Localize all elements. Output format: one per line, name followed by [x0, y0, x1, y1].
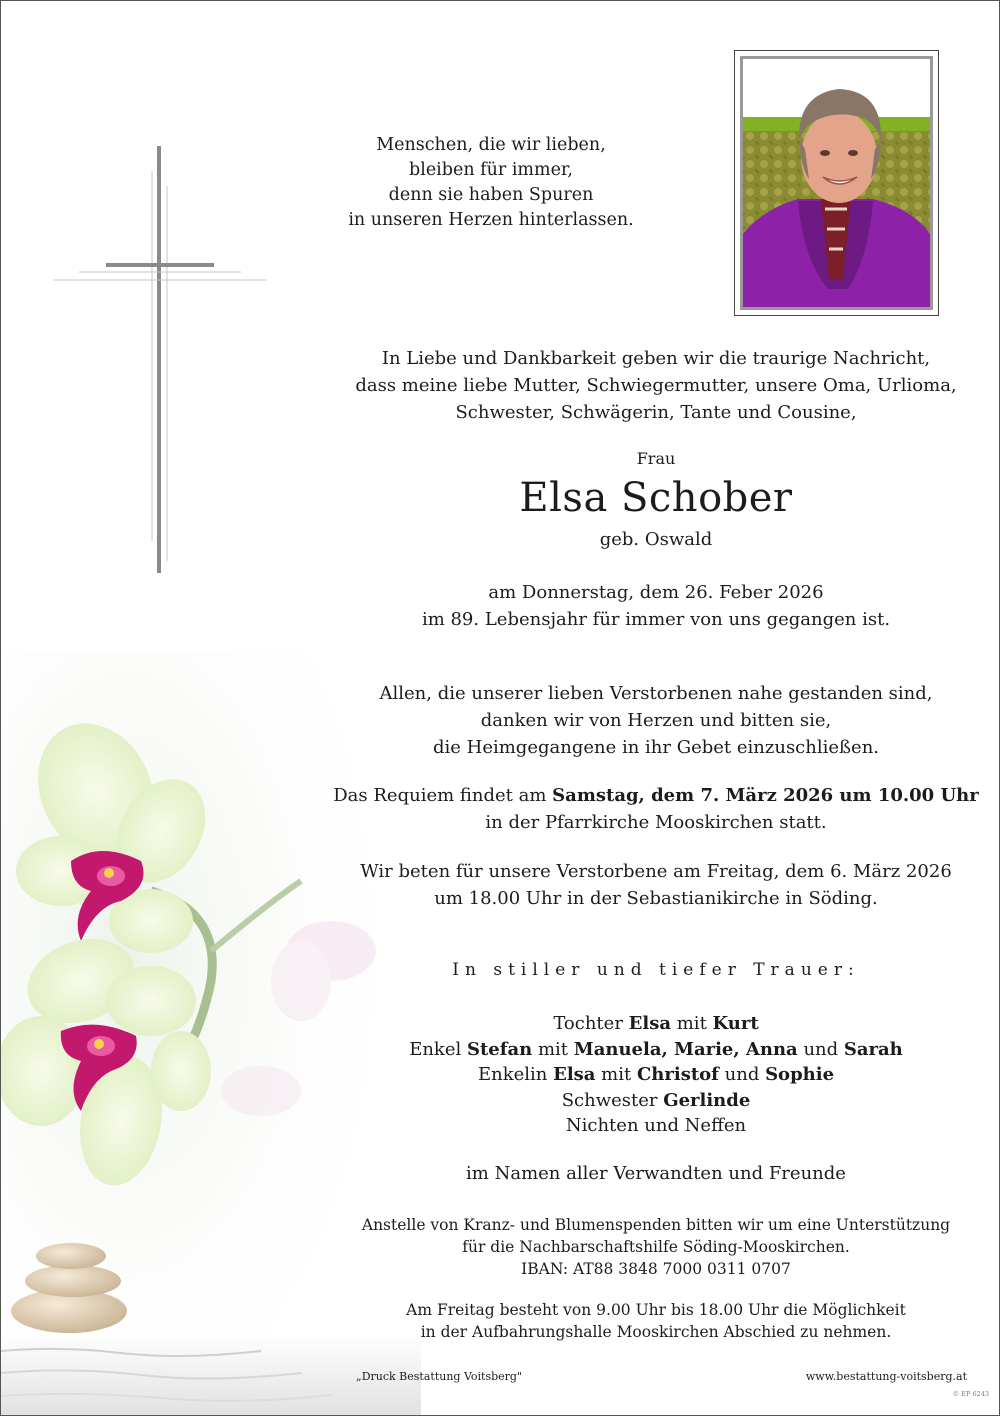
portrait-image — [743, 59, 930, 307]
cross-icon — [51, 141, 271, 581]
viewing-line: in der Aufbahrungshalle Mooskirchen Abschied zu nehmen. — [420, 1323, 892, 1341]
prayer-line: Wir beten für unsere Verstorbene am Freitag, dem 6. März 2026 — [360, 861, 952, 882]
poem-line: bleiben für immer, — [409, 160, 573, 180]
salutation: Frau — [636, 449, 676, 468]
website-link[interactable]: www.bestattung-voitsberg.at — [805, 1370, 967, 1383]
thanks-line: Allen, die unserer lieben Verstorbenen nahe gestanden sind, — [379, 683, 933, 704]
family-relation: Enkel — [409, 1038, 467, 1060]
donation-line: Anstelle von Kranz- und Blumenspenden bitten wir um eine Unterstützung — [361, 1216, 951, 1234]
mourning-title: In stiller und tiefer Trauer: — [452, 960, 860, 980]
family-relation: mit — [595, 1064, 637, 1085]
donation-line: für die Nachbarschaftshilfe Söding-Mooskirchen. — [462, 1238, 850, 1256]
intro-line: dass meine liebe Mutter, Schwiegermutter, unsere Oma, Urlioma, — [355, 375, 957, 396]
death-line: am Donnerstag, dem 26. Feber 2026 — [488, 582, 824, 603]
requiem-info — [331, 782, 981, 836]
relatives-line: im Namen aller Verwandten und Freunde — [466, 1163, 846, 1184]
family-relation: und — [797, 1038, 844, 1060]
family-name: Stefan — [466, 1038, 533, 1060]
poem-line: Menschen, die wir lieben, — [376, 135, 606, 155]
iban-line: IBAN: AT88 3848 7000 0311 0707 — [521, 1260, 791, 1278]
prayer-line: um 18.00 Uhr in der Sebastianikirche in Söding. — [434, 888, 878, 909]
intro-line: Schwester, Schwägerin, Tante und Cousine, — [455, 402, 857, 423]
death-line: im 89. Lebensjahr für immer von uns gegangen ist. — [421, 609, 891, 630]
prayer-info — [331, 858, 981, 912]
death-notice — [351, 579, 961, 633]
family-name: Kurt — [712, 1013, 759, 1034]
poem — [331, 133, 651, 233]
family-relation: und — [718, 1064, 766, 1085]
maiden-name: geb. Oswald — [599, 529, 713, 550]
family-relation: Tochter — [553, 1013, 629, 1034]
poem-line: in unseren Herzen hinterlassen. — [348, 210, 634, 230]
family-member-line — [331, 1088, 981, 1114]
family-relation: Enkelin — [477, 1064, 554, 1085]
deceased-name: Elsa Schober — [519, 475, 793, 521]
family-name: Sarah — [843, 1038, 903, 1060]
poem-line: denn sie haben Spuren — [388, 185, 594, 205]
family-relation: Nichten und Neffen — [565, 1115, 747, 1136]
document-code: © EP 6243 — [952, 1390, 989, 1398]
family-relation: mit — [671, 1013, 713, 1034]
family-relation: Schwester — [561, 1089, 664, 1111]
viewing-line: Am Freitag besteht von 9.00 Uhr bis 18.00 Uhr die Möglichkeit — [406, 1301, 906, 1319]
family-name: Elsa — [628, 1013, 672, 1034]
requiem-date: Samstag, dem 7. März 2026 um 10.00 Uhr — [552, 785, 979, 806]
family-member-line — [331, 1062, 981, 1088]
family-list — [331, 1011, 981, 1139]
thanks-line: die Heimgegangene in ihr Gebet einzuschließen. — [432, 737, 880, 758]
family-name: Elsa — [553, 1064, 596, 1085]
family-name: Gerlinde — [663, 1089, 751, 1111]
family-member-line — [331, 1113, 981, 1139]
requiem-location: in der Pfarrkirche Mooskirchen statt. — [485, 812, 827, 833]
requiem-prefix: Das Requiem findet am — [333, 785, 553, 806]
intro-line: In Liebe und Dankbarkeit geben wir die traurige Nachricht, — [381, 348, 931, 369]
thanks-line: danken wir von Herzen und bitten sie, — [480, 710, 832, 731]
family-name: Manuela, Marie, Anna — [573, 1038, 798, 1060]
family-relation: mit — [532, 1038, 574, 1060]
portrait-frame — [734, 50, 939, 316]
family-name: Sophie — [765, 1064, 835, 1085]
donation-request — [331, 1214, 981, 1280]
family-member-line — [331, 1037, 981, 1063]
announcement-intro — [331, 345, 981, 426]
thanks-text — [331, 680, 981, 761]
printer-credit: „Druck Bestattung Voitsberg" — [356, 1370, 522, 1383]
family-name: Christof — [636, 1064, 719, 1085]
viewing-info — [331, 1299, 981, 1343]
family-member-line — [331, 1011, 981, 1037]
